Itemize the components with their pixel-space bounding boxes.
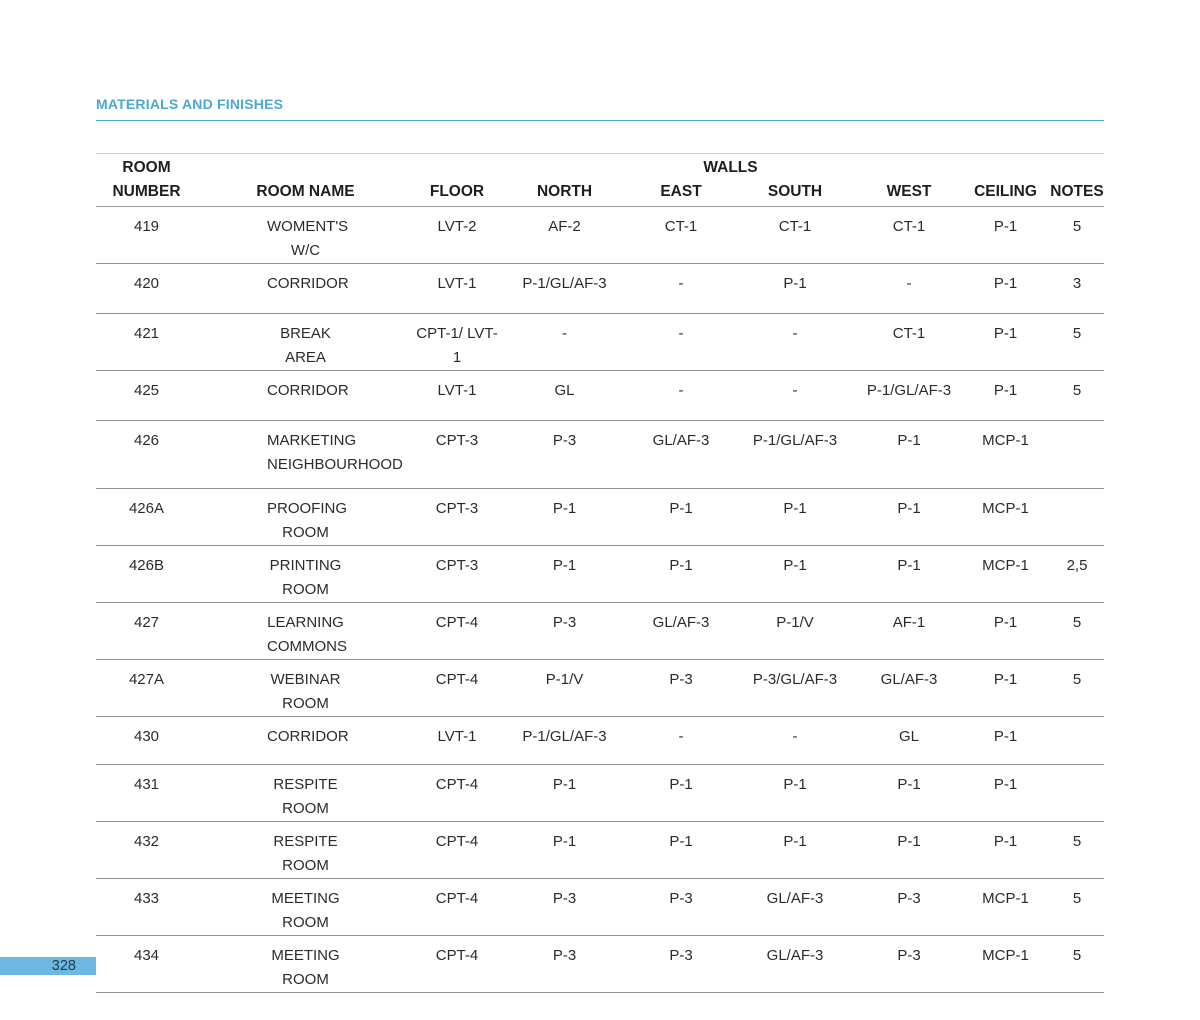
table-row <box>96 314 1104 371</box>
cell-floor: LVT-1 <box>414 717 500 765</box>
cell-west: P-3 <box>857 936 961 993</box>
cell-east: - <box>629 371 733 421</box>
cell-west: P-1 <box>857 765 961 822</box>
cell-north: P-1/GL/AF-3 <box>500 264 629 314</box>
table-row <box>96 822 1104 879</box>
table-row <box>96 264 1104 314</box>
cell-notes: 5 <box>1050 879 1104 936</box>
cell-floor: LVT-1 <box>414 264 500 314</box>
cell-number: 434 <box>96 936 197 993</box>
cell-name: LEARNING COMMONS <box>197 603 414 660</box>
cell-south: GL/AF-3 <box>733 936 857 993</box>
cell-north: P-3 <box>500 879 629 936</box>
cell-notes: 5 <box>1050 822 1104 879</box>
cell-name: RESPITE ROOM <box>197 822 414 879</box>
cell-name: CORRIDOR <box>197 264 414 314</box>
table-top-divider <box>96 153 1104 154</box>
header-ceiling: CEILING <box>961 180 1050 207</box>
header-north: NORTH <box>500 180 629 207</box>
cell-name: PROOFING ROOM <box>197 489 414 546</box>
cell-floor: CPT-3 <box>414 421 500 489</box>
table-row <box>96 879 1104 936</box>
cell-name: RESPITE ROOM <box>197 765 414 822</box>
cell-ceiling: P-1 <box>961 264 1050 314</box>
cell-west: P-1 <box>857 421 961 489</box>
cell-floor: LVT-2 <box>414 207 500 264</box>
cell-name: WOMENT'S W/C <box>197 207 414 264</box>
cell-notes <box>1050 717 1104 765</box>
cell-north: P-3 <box>500 421 629 489</box>
cell-east: - <box>629 264 733 314</box>
cell-ceiling: P-1 <box>961 371 1050 421</box>
cell-north: P-1 <box>500 822 629 879</box>
cell-floor: CPT-1/ LVT-1 <box>414 314 500 371</box>
cell-east: CT-1 <box>629 207 733 264</box>
cell-south: GL/AF-3 <box>733 879 857 936</box>
cell-ceiling: MCP-1 <box>961 489 1050 546</box>
cell-west: - <box>857 264 961 314</box>
cell-name: CORRIDOR <box>197 717 414 765</box>
cell-number: 420 <box>96 264 197 314</box>
table-row <box>96 660 1104 717</box>
cell-floor: CPT-3 <box>414 546 500 603</box>
table-body <box>96 207 1104 993</box>
cell-ceiling: P-1 <box>961 314 1050 371</box>
cell-ceiling: P-1 <box>961 717 1050 765</box>
cell-ceiling: MCP-1 <box>961 546 1050 603</box>
cell-east: P-3 <box>629 660 733 717</box>
cell-name: WEBINAR ROOM <box>197 660 414 717</box>
cell-notes <box>1050 765 1104 822</box>
cell-south: - <box>733 314 857 371</box>
cell-number: 427A <box>96 660 197 717</box>
cell-west: CT-1 <box>857 314 961 371</box>
cell-east: GL/AF-3 <box>629 603 733 660</box>
cell-ceiling: P-1 <box>961 660 1050 717</box>
cell-west: CT-1 <box>857 207 961 264</box>
table-row <box>96 546 1104 603</box>
table-row <box>96 936 1104 993</box>
cell-north: P-1 <box>500 546 629 603</box>
cell-floor: CPT-4 <box>414 603 500 660</box>
header-south: SOUTH <box>733 180 857 207</box>
cell-floor: CPT-4 <box>414 660 500 717</box>
header-room-number: NUMBER <box>96 180 197 207</box>
cell-number: 431 <box>96 765 197 822</box>
cell-north: AF-2 <box>500 207 629 264</box>
cell-south: P-1/V <box>733 603 857 660</box>
cell-name: CORRIDOR <box>197 371 414 421</box>
cell-west: GL/AF-3 <box>857 660 961 717</box>
header-row-top <box>96 156 1104 180</box>
cell-west: P-1 <box>857 546 961 603</box>
table-row <box>96 603 1104 660</box>
cell-east: P-1 <box>629 546 733 603</box>
table-row <box>96 717 1104 765</box>
header-row <box>96 180 1104 207</box>
cell-notes: 5 <box>1050 314 1104 371</box>
header-room-name: ROOM NAME <box>197 180 414 207</box>
cell-number: 426A <box>96 489 197 546</box>
cell-north: P-1/GL/AF-3 <box>500 717 629 765</box>
cell-south: P-1 <box>733 264 857 314</box>
cell-east: P-3 <box>629 936 733 993</box>
cell-notes <box>1050 421 1104 489</box>
cell-number: 419 <box>96 207 197 264</box>
cell-number: 430 <box>96 717 197 765</box>
cell-south: - <box>733 371 857 421</box>
cell-north: GL <box>500 371 629 421</box>
cell-west: AF-1 <box>857 603 961 660</box>
cell-name: MEETING ROOM <box>197 879 414 936</box>
cell-north: P-1 <box>500 489 629 546</box>
cell-notes: 3 <box>1050 264 1104 314</box>
cell-notes: 5 <box>1050 603 1104 660</box>
table-row <box>96 765 1104 822</box>
materials-finishes-table <box>96 156 1104 993</box>
cell-north: P-3 <box>500 936 629 993</box>
cell-name: BREAK AREA <box>197 314 414 371</box>
page-number: 328 <box>0 957 96 975</box>
cell-name: MARKETING NEIGHBOURHOOD <box>197 421 414 489</box>
cell-floor: CPT-4 <box>414 879 500 936</box>
cell-west: P-1/GL/AF-3 <box>857 371 961 421</box>
header-west: WEST <box>857 180 961 207</box>
header-walls: WALLS <box>703 159 758 176</box>
cell-west: GL <box>857 717 961 765</box>
cell-name: MEETING ROOM <box>197 936 414 993</box>
cell-notes: 5 <box>1050 371 1104 421</box>
header-east: EAST <box>629 180 733 207</box>
cell-ceiling: MCP-1 <box>961 879 1050 936</box>
cell-south: P-1 <box>733 822 857 879</box>
cell-floor: CPT-4 <box>414 936 500 993</box>
cell-south: P-3/GL/AF-3 <box>733 660 857 717</box>
cell-west: P-1 <box>857 489 961 546</box>
cell-number: 433 <box>96 879 197 936</box>
cell-ceiling: P-1 <box>961 603 1050 660</box>
section-title: MATERIALS AND FINISHES <box>96 96 284 112</box>
cell-notes: 5 <box>1050 207 1104 264</box>
cell-ceiling: MCP-1 <box>961 421 1050 489</box>
header-floor: FLOOR <box>414 180 500 207</box>
cell-south: CT-1 <box>733 207 857 264</box>
cell-east: - <box>629 314 733 371</box>
cell-south: P-1 <box>733 765 857 822</box>
header-room-top: ROOM <box>122 159 171 176</box>
table-row <box>96 371 1104 421</box>
cell-east: P-3 <box>629 879 733 936</box>
cell-number: 427 <box>96 603 197 660</box>
cell-east: P-1 <box>629 822 733 879</box>
title-divider <box>96 120 1104 121</box>
cell-south: P-1/GL/AF-3 <box>733 421 857 489</box>
cell-number: 432 <box>96 822 197 879</box>
cell-south: P-1 <box>733 546 857 603</box>
cell-floor: LVT-1 <box>414 371 500 421</box>
cell-floor: CPT-3 <box>414 489 500 546</box>
cell-west: P-3 <box>857 879 961 936</box>
cell-ceiling: P-1 <box>961 822 1050 879</box>
cell-east: - <box>629 717 733 765</box>
cell-north: P-1 <box>500 765 629 822</box>
header-notes: NOTES <box>1050 180 1104 207</box>
cell-north: P-3 <box>500 603 629 660</box>
cell-number: 426 <box>96 421 197 489</box>
cell-east: GL/AF-3 <box>629 421 733 489</box>
cell-north: - <box>500 314 629 371</box>
cell-number: 425 <box>96 371 197 421</box>
cell-north: P-1/V <box>500 660 629 717</box>
cell-east: P-1 <box>629 489 733 546</box>
cell-ceiling: P-1 <box>961 765 1050 822</box>
table-row <box>96 489 1104 546</box>
cell-ceiling: P-1 <box>961 207 1050 264</box>
cell-ceiling: MCP-1 <box>961 936 1050 993</box>
cell-number: 426B <box>96 546 197 603</box>
cell-east: P-1 <box>629 765 733 822</box>
table-row <box>96 207 1104 264</box>
cell-floor: CPT-4 <box>414 822 500 879</box>
cell-south: - <box>733 717 857 765</box>
cell-name: PRINTING ROOM <box>197 546 414 603</box>
cell-number: 421 <box>96 314 197 371</box>
cell-notes <box>1050 489 1104 546</box>
cell-notes: 2,5 <box>1050 546 1104 603</box>
cell-notes: 5 <box>1050 936 1104 993</box>
cell-floor: CPT-4 <box>414 765 500 822</box>
cell-west: P-1 <box>857 822 961 879</box>
cell-notes: 5 <box>1050 660 1104 717</box>
table-row <box>96 421 1104 489</box>
cell-south: P-1 <box>733 489 857 546</box>
